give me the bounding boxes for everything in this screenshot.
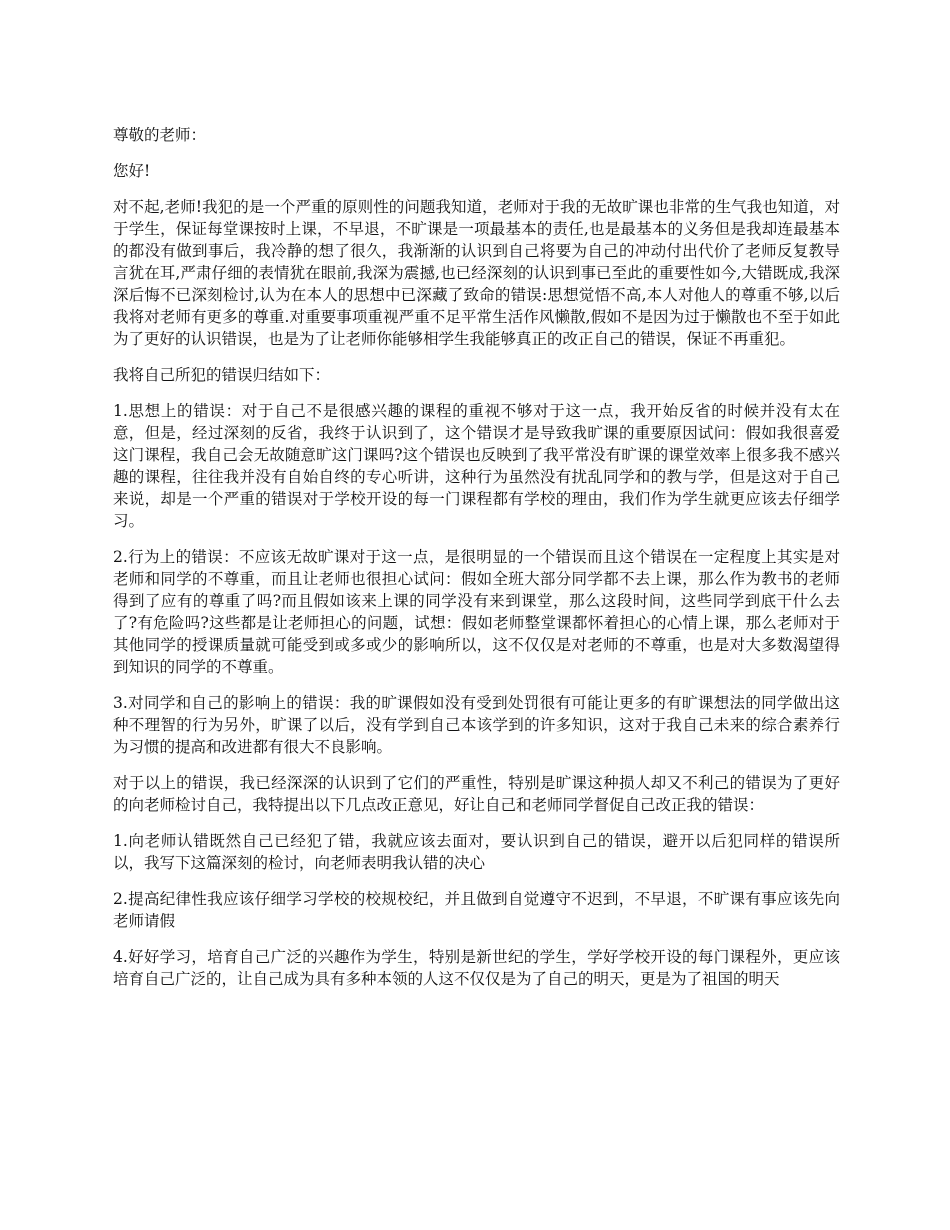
paragraph-intro: 对不起,老师!我犯的是一个严重的原则性的问题我知道，老师对于我的无故旷课也非常的生气我也知道，对于学生，保证每堂课按时上课，不早退，不旷课是一项最基本的责任,也是最基本的义务但是我却连最基本的都没有做到事后，我冷静的想了很久，我渐渐的认识到自己将要为自己的冲动付出代价了老师反复教导言犹在耳,严肃仔细的表情犹在眼前,我深为震撼,也已经深刻的认识到事已至此的重要性如今,大错既成,我深深后悔不已深刻检讨,认为在本人的思想中已深藏了致命的错误:思想觉悟不高,本人对他人的尊重不够,以后我将对老师有更多的尊重.对重要事项重视严重不足平常生活作风懒散,假如不是因为过于懒散也不至于如此为了更好的认识错误，也是为了让老师你能够相学生我能够真正的改正自己的错误，保证不再重犯。: [113, 198, 840, 348]
paragraph-correction-1: 1.向老师认错既然自己已经犯了错，我就应该去面对，要认识到自己的错误，避开以后犯同样的错误所以，我写下这篇深刻的检讨，向老师表明我认错的决心: [113, 832, 840, 872]
paragraph-error-influence: 3.对同学和自己的影响上的错误：我的旷课假如没有受到处罚很有可能让更多的有旷课想法的同学做出这种不理智的行为另外，旷课了以后，没有学到自己本该学到的许多知识，这对于我自己未来的综合素养行为习惯的提高和改进都有很大不良影响。: [113, 694, 840, 756]
salutation: 尊敬的老师：: [113, 126, 207, 144]
paragraph-error-behavior: 2.行为上的错误：不应该无故旷课对于这一点，是很明显的一个错误而且这个错误在一定程度上其实是对老师和同学的不尊重，而且让老师也很担心试问：假如全班大部分同学都不去上课，那么作为教书的老师得到了应有的尊重了吗?而且假如该来上课的同学没有来到课堂，那么这段时间，这些同学到底干什么去了?有危险吗?这些都是让老师担心的问题，试想：假如老师整堂课都怀着担心的心情上课，那么老师对于其他同学的授课质量就可能受到或多或少的影响所以，这不仅仅是对老师的不尊重，也是对大多数渴望得到知识的同学的不尊重。: [113, 548, 840, 676]
paragraph-correction-2: 2.提高纪律性我应该仔细学习学校的校规校纪，并且做到自觉遵守不迟到，不早退，不旷课有事应该先向老师请假: [113, 890, 840, 930]
greeting: 您好!: [113, 162, 151, 180]
paragraph-error-thought: 1.思想上的错误：对于自己不是很感兴趣的课程的重视不够对于这一点，我开始反省的时候并没有太在意，但是，经过深刻的反省，我终于认识到了，这个错误才是导致我旷课的重要原因试问：假如我很喜爱这门课程，我自己会无故随意旷这门课吗?这个错误也反映到了我平常没有旷课的课堂效率上很多我不感兴趣的课程，往往我并没有自始自终的专心听讲，这种行为虽然没有扰乱同学和的教与学，但是这对于自己来说，却是一个严重的错误对于学校开设的每一门课程都有学校的理由，我们作为学生就更应该去仔细学习。: [113, 402, 840, 530]
letter-page: [113, 124, 840, 1004]
paragraph-correction-lead: 对于以上的错误，我已经深深的认识到了它们的严重性，特别是旷课这种损人却又不利己的错误为了更好的向老师检讨自己，我特提出以下几点改正意见，好让自己和老师同学督促自己改正我的错误：: [113, 774, 840, 814]
paragraph-summary-lead: 我将自己所犯的错误归结如下：: [113, 366, 331, 384]
paragraph-correction-4: 4.好好学习，培育自己广泛的兴趣作为学生，特别是新世纪的学生，学好学校开设的每门课程外，更应该培育自己广泛的，让自己成为具有多种本领的人这不仅仅是为了自己的明天，更是为了祖国的明天: [113, 948, 840, 988]
